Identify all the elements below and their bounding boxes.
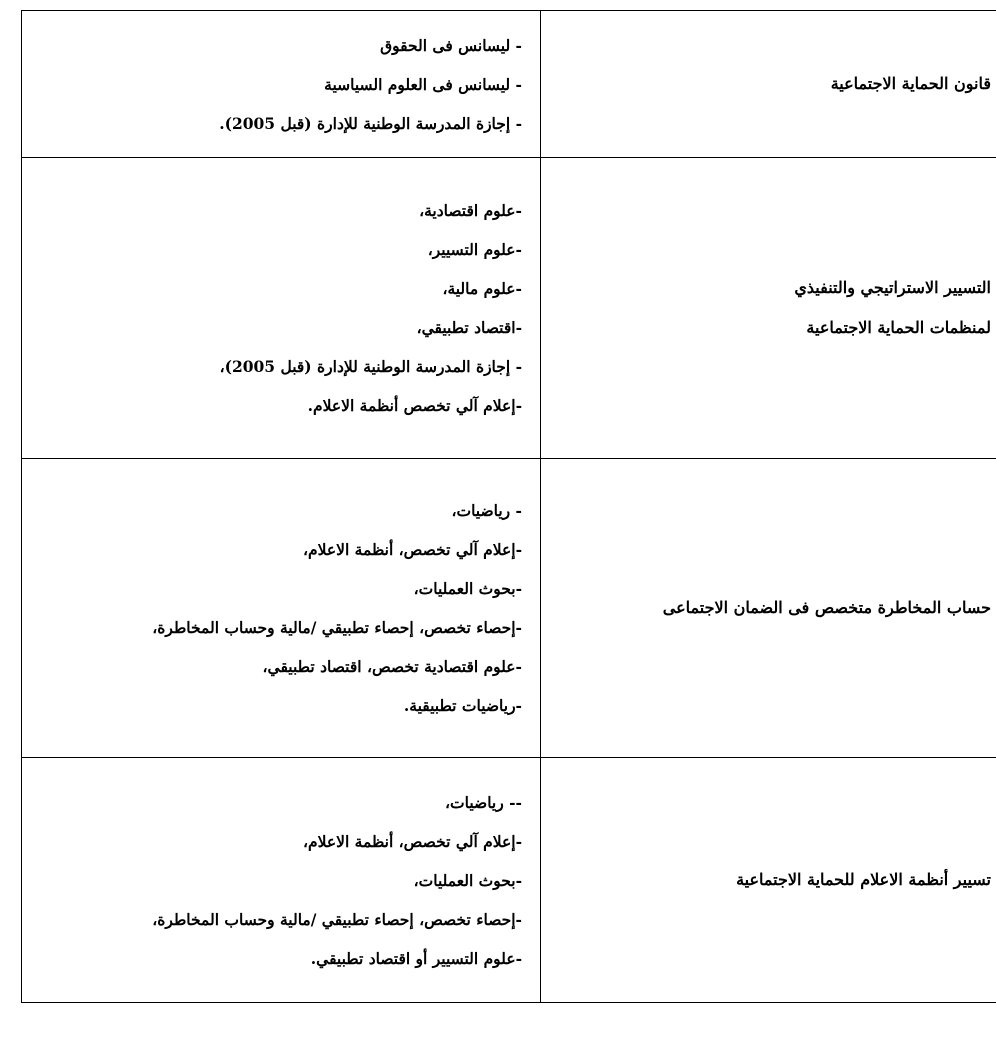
list-item: -بحوث العمليات، — [413, 870, 522, 890]
specialty-label: حساب المخاطرة متخصص فى الضمان الاجتماعى — [662, 598, 991, 617]
list-item: -رياضيات تطبيقية. — [403, 696, 522, 715]
qualifications-list — [22, 26, 522, 143]
specialty-label: قانون الحماية الاجتماعية — [830, 74, 991, 93]
list-item: -علوم اقتصادية، — [419, 201, 522, 220]
list-item: - إجازة المدرسة الوطنية للإدارة (قبل 2005). — [219, 113, 522, 133]
list-item: -علوم التسيير، — [427, 240, 522, 259]
list-item: -إعلام آلي تخصص، أنظمة الاعلام، — [303, 540, 522, 559]
specialty-label-line: التسيير الاستراتيجي والتنفيذي — [794, 278, 991, 297]
list-item: - رياضيات، — [451, 501, 522, 520]
list-item: -علوم مالية، — [442, 279, 522, 298]
list-item: -علوم اقتصادية تخصص، اقتصاد تطبيقي، — [262, 657, 522, 676]
list-item: -اقتصاد تطبيقي، — [416, 318, 522, 337]
qualifications-cell — [22, 758, 541, 1003]
qualifications-cell — [22, 459, 541, 758]
specialties-table — [21, 10, 996, 1003]
list-item: -إعلام آلي تخصص أنظمة الاعلام. — [307, 396, 522, 415]
table-row — [22, 758, 996, 1003]
specialty-cell — [541, 758, 996, 1003]
qualifications-list — [22, 191, 522, 425]
qualifications-cell — [22, 158, 541, 459]
qualifications-cell — [22, 11, 541, 158]
list-item: - ليسانس فى العلوم السياسية — [324, 74, 522, 94]
specialty-cell — [541, 459, 996, 758]
list-item: -- رياضيات، — [445, 792, 522, 812]
list-item: -إحصاء تخصص، إحصاء تطبيقي /مالية وحساب المخاطرة، — [152, 909, 522, 929]
list-item: -علوم التسيير أو اقتصاد تطبيقي. — [310, 948, 522, 968]
list-item: -بحوث العمليات، — [413, 579, 522, 598]
qualifications-list — [22, 783, 522, 978]
list-item: -إحصاء تخصص، إحصاء تطبيقي /مالية وحساب المخاطرة، — [152, 618, 522, 637]
specialty-label: تسيير أنظمة الاعلام للحماية الاجتماعية — [736, 870, 991, 889]
table-row — [22, 11, 996, 158]
table-row — [22, 459, 996, 758]
list-item: -إعلام آلي تخصص، أنظمة الاعلام، — [303, 831, 522, 851]
list-item: - ليسانس فى الحقوق — [380, 35, 522, 55]
qualifications-list — [22, 491, 522, 725]
specialty-cell — [541, 11, 996, 158]
specialty-label-line: لمنظمات الحماية الاجتماعية — [806, 318, 991, 337]
specialty-cell — [541, 158, 996, 459]
list-item: - إجازة المدرسة الوطنية للإدارة (قبل 2005)، — [219, 357, 522, 376]
table-row — [22, 158, 996, 459]
